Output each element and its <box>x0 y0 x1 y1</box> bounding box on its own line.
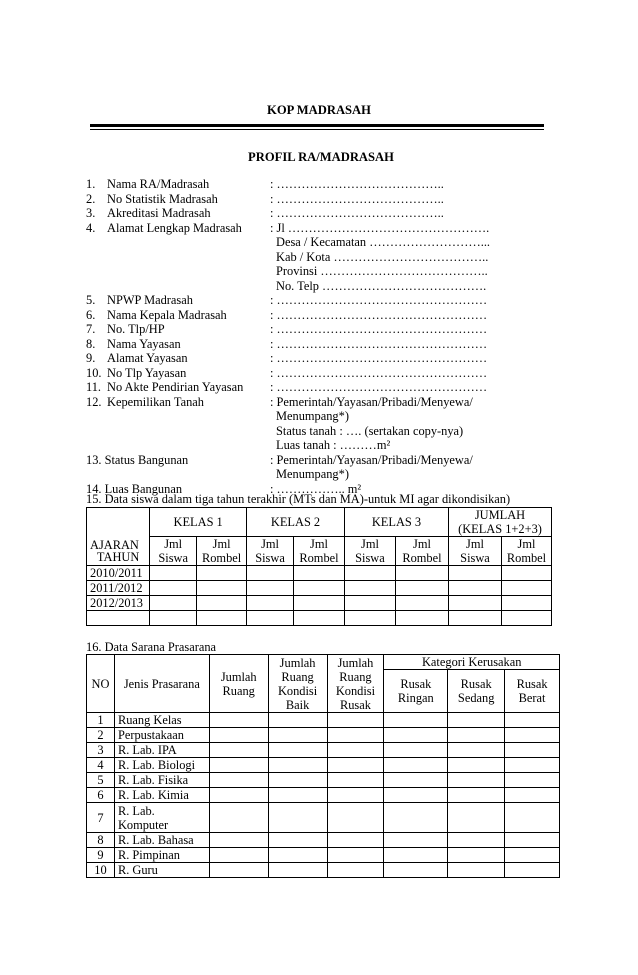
field-value[interactable]: : Jl …………………………………………. <box>270 220 490 235</box>
table-row: 8 R. Lab. Bahasa <box>87 833 560 848</box>
col-tahun: TAHUN <box>87 508 150 566</box>
table-row: 6 R. Lab. Kimia <box>87 788 560 803</box>
table-row: 2011/2012 <box>87 581 552 596</box>
col-kondisi-rusak: Jumlah Ruang Kondisi Rusak <box>327 655 384 713</box>
header-rule-thin <box>90 129 544 130</box>
table-row: 3 R. Lab. IPA <box>87 743 560 758</box>
table-row: 1 Ruang Kelas <box>87 713 560 728</box>
address-desa[interactable]: Desa / Kecamatan ………………………... <box>276 235 491 249</box>
subcol-jml-siswa: Jml Siswa <box>448 537 501 566</box>
sarana-table <box>86 654 560 878</box>
siswa-table <box>86 507 552 626</box>
sarana-heading: 16. Data Sarana Prasarana <box>86 640 217 654</box>
subcol-jml-rombel: Jml Rombel <box>501 537 551 566</box>
field-value[interactable]: : Pemerintah/Yayasan/Pribadi/Menyewa/ <box>270 394 473 409</box>
subcol-jml-siswa: Jml Siswa <box>247 537 294 566</box>
col-jumlah: JUMLAH (KELAS 1+2+3) <box>448 508 551 537</box>
subcol-jml-siswa: Jml Siswa <box>150 537 197 566</box>
table-row: 5 R. Lab. Fisika <box>87 773 560 788</box>
table-row: 4 R. Lab. Biologi <box>87 758 560 773</box>
siswa-heading: 15. Data siswa dalam tiga tahun terakhir (MTs dan MA)-untuk MI agar dikondisikan) <box>86 492 511 506</box>
field-value[interactable]: : Pemerintah/Yayasan/Pribadi/Menyewa/ <box>270 452 473 467</box>
col-kondisi-baik: Jumlah Ruang Kondisi Baik <box>268 655 327 713</box>
field-value[interactable]: : …………………………………………… <box>270 380 488 394</box>
subcol-jml-rombel: Jml Rombel <box>197 537 247 566</box>
col-kelas-3: KELAS 3 <box>344 508 448 537</box>
tanah-line-1: Menumpang*) <box>276 409 349 423</box>
tanah-status[interactable]: Status tanah : …. (sertakan copy-nya) <box>276 423 464 438</box>
field-value[interactable]: : …………….. m² <box>270 481 362 496</box>
table-row <box>87 611 552 626</box>
profile-title: PROFIL RA/MADRASAH <box>248 150 394 164</box>
field-value[interactable]: : …………………………………………… <box>270 307 488 322</box>
col-kelas-1: KELAS 1 <box>150 508 247 537</box>
col-kelas-2: KELAS 2 <box>247 508 345 537</box>
bangunan-line-1: Menumpang*) <box>276 467 349 481</box>
table-row: 10 R. Guru <box>87 863 560 878</box>
table-row: 7 R. Lab. Komputer <box>87 803 560 833</box>
col-tahun-line-2: AJARAN <box>90 538 139 552</box>
field-value[interactable]: : ………………………………….. <box>270 177 444 191</box>
header-rule-thick <box>90 124 544 127</box>
address-telp[interactable]: No. Telp …………………………………. <box>276 278 487 293</box>
address-prov[interactable]: Provinsi ………………………………….. <box>276 264 488 278</box>
subcol-jml-siswa: Jml Siswa <box>344 537 395 566</box>
col-jumlah-ruang: Jumlah Ruang <box>209 655 268 713</box>
subcol-berat: Rusak Berat <box>505 670 560 713</box>
field-value[interactable]: : ………………………………….. <box>270 191 444 206</box>
subcol-sedang: Rusak Sedang <box>448 670 505 713</box>
field-value[interactable]: : …………………………………………… <box>270 351 488 365</box>
field-value[interactable]: : …………………………………………… <box>270 293 488 307</box>
subcol-ringan: Rusak Ringan <box>384 670 448 713</box>
field-value[interactable]: : ………………………………….. <box>270 206 444 220</box>
table-row: 2012/2013 <box>87 596 552 611</box>
col-no: NO <box>87 655 115 713</box>
tanah-luas[interactable]: Luas tanah : ………m² <box>276 438 391 452</box>
col-jenis: Jenis Prasarana <box>114 655 209 713</box>
field-value[interactable]: : …………………………………………… <box>270 336 488 351</box>
subcol-jml-rombel: Jml Rombel <box>293 537 344 566</box>
kop-madrasah-heading: KOP MADRASAH <box>267 103 371 117</box>
col-kategori: Kategori Kerusakan <box>384 655 560 670</box>
field-value[interactable]: : …………………………………………… <box>270 365 488 380</box>
address-kab[interactable]: Kab / Kota ……………………………….. <box>276 249 489 264</box>
table-row: 2010/2011 <box>87 566 552 581</box>
field-value[interactable]: : …………………………………………… <box>270 322 488 336</box>
subcol-jml-rombel: Jml Rombel <box>395 537 448 566</box>
table-row: 2 Perpustakaan <box>87 728 560 743</box>
table-row: 9 R. Pimpinan <box>87 848 560 863</box>
